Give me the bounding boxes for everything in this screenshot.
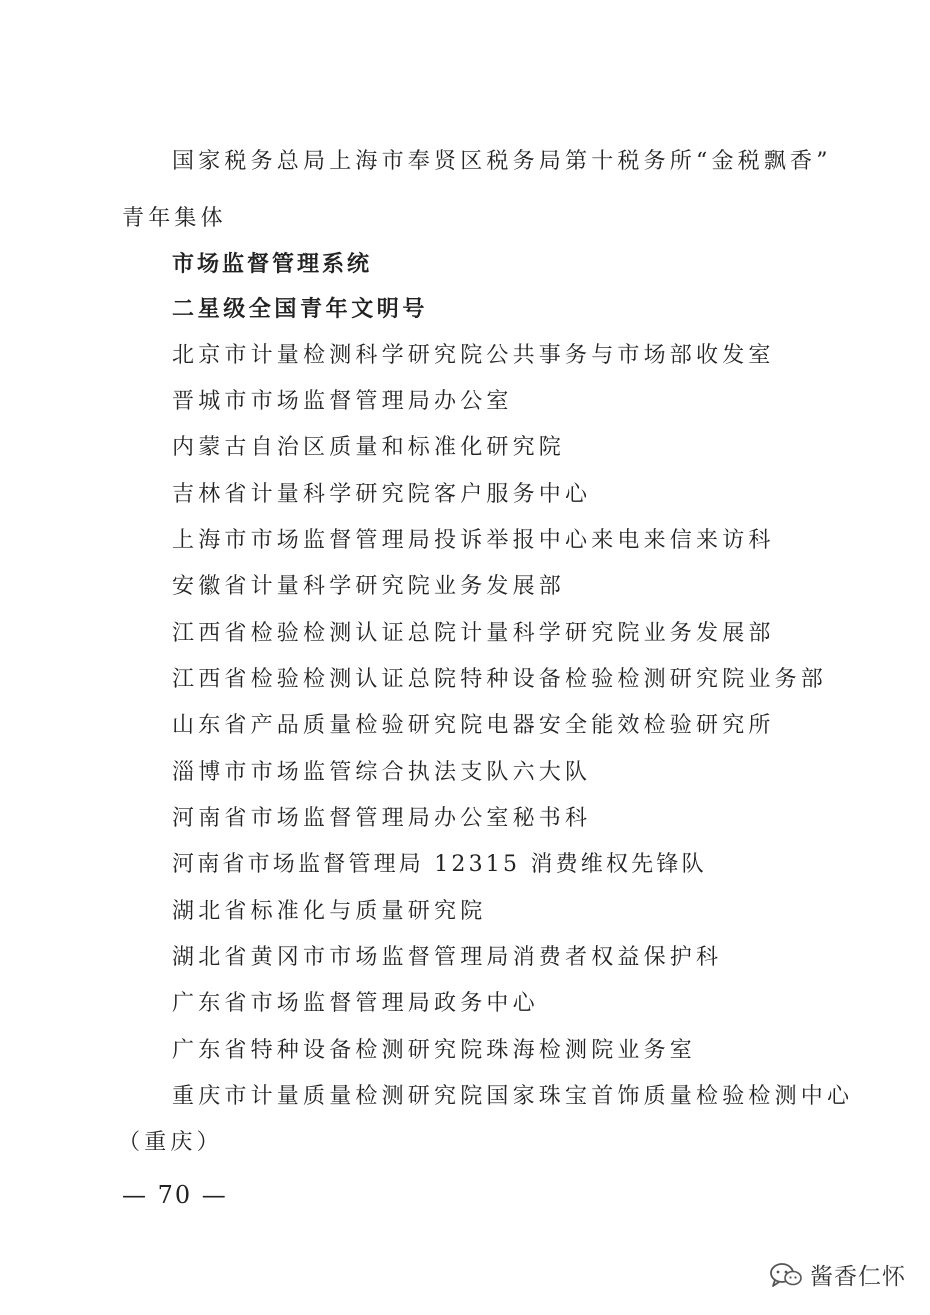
- list-item: 江西省检验检测认证总院计量科学研究院业务发展部: [172, 621, 775, 646]
- intro-line-2: 青年集体: [122, 206, 227, 231]
- list-item: 河南省市场监督管理局 12315 消费维权先锋队: [172, 852, 707, 877]
- watermark: [768, 1258, 906, 1291]
- page-number: — 70 —: [122, 1181, 228, 1209]
- section-title: 市场监督管理系统: [172, 252, 373, 277]
- list-item: 江西省检验检测认证总院特种设备检验检测研究院业务部: [172, 667, 828, 692]
- list-item: 山东省产品质量检验研究院电器安全能效检验研究所: [172, 713, 775, 738]
- list-item: 重庆市计量质量检测研究院国家珠宝首饰质量检验检测中心: [172, 1084, 854, 1109]
- list-item: 河南省市场监督管理局办公室秘书科: [172, 806, 592, 831]
- list-item: 晋城市市场监督管理局办公室: [172, 389, 513, 414]
- watermark-text: 酱香仁怀: [810, 1264, 906, 1290]
- list-item: 广东省特种设备检测研究院珠海检测院业务室: [172, 1038, 697, 1063]
- list-item: 广东省市场监督管理局政务中心: [172, 991, 539, 1016]
- list-item: 吉林省计量科学研究院客户服务中心: [172, 482, 592, 507]
- list-item: 安徽省计量科学研究院业务发展部: [172, 574, 566, 599]
- intro-line-1: 国家税务总局上海市奉贤区税务局第十税务所“金税飘香”: [172, 149, 832, 174]
- list-item: 内蒙古自治区质量和标准化研究院: [172, 435, 566, 460]
- list-item: 淄博市市场监管综合执法支队六大队: [172, 760, 592, 785]
- subsection-title: 二星级全国青年文明号: [172, 297, 429, 322]
- list-item: 湖北省标准化与质量研究院: [172, 899, 487, 924]
- wechat-icon: [768, 1261, 804, 1289]
- list-item: 上海市市场监督管理局投诉举报中心来电来信来访科: [172, 528, 775, 553]
- list-item: 北京市计量检测科学研究院公共事务与市场部收发室: [172, 343, 775, 368]
- list-item-continuation: （重庆）: [118, 1130, 223, 1155]
- list-item: 湖北省黄冈市市场监督管理局消费者权益保护科: [172, 945, 723, 970]
